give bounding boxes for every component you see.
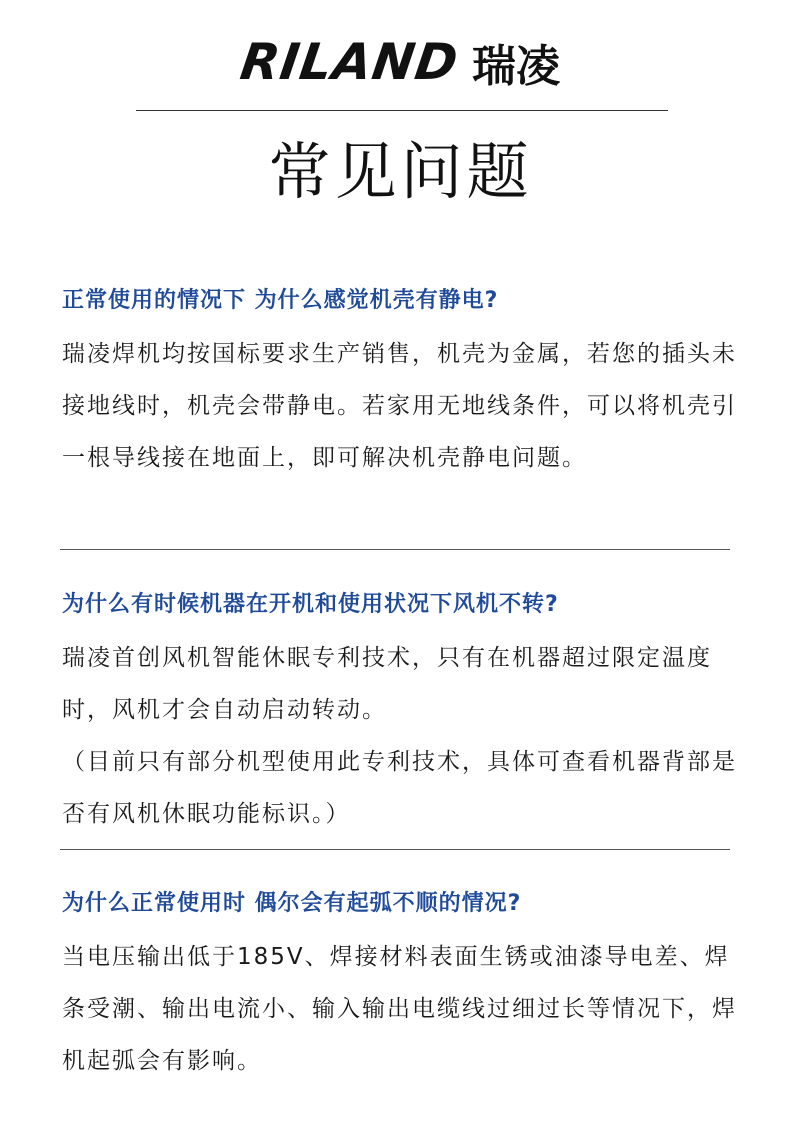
page-title: 常见问题 <box>268 135 533 208</box>
brand-logo <box>0 30 801 94</box>
brand-name-cn: 瑞凌 <box>472 41 560 92</box>
faq-item-fan-not-spinning <box>62 590 752 840</box>
brand-name-en: RILAND <box>236 33 463 91</box>
faq-item-arc-starting <box>62 889 752 1087</box>
section-divider <box>60 549 730 550</box>
faq-item-static-electricity <box>62 286 752 484</box>
faq-answer-paragraph: 当电压输出低于185V、焊接材料表面生锈或油漆导电差、焊条受潮、输出电流小、输入输出电缆线过细过长等情况下，焊机起弧会有影响。 <box>62 944 737 1074</box>
faq-question: 正常使用的情况下 为什么感觉机壳有静电? <box>62 288 499 313</box>
header-divider <box>136 110 668 111</box>
faq-answer <box>62 328 752 484</box>
faq-answer <box>62 931 752 1087</box>
faq-answer-paragraph: 瑞凌焊机均按国标要求生产销售，机壳为金属，若您的插头未接地线时，机壳会带静电。若家用无地线条件，可以将机壳引一根导线接在地面上，即可解决机壳静电问题。 <box>62 341 737 471</box>
faq-answer-note: （目前只有部分机型使用此专利技术，具体可查看机器背部是否有风机休眠功能标识。） <box>62 749 737 827</box>
faq-answer-paragraph: 瑞凌首创风机智能休眠专利技术，只有在机器超过限定温度时，风机才会自动启动转动。 <box>62 645 712 723</box>
section-divider <box>60 849 730 850</box>
faq-question: 为什么有时候机器在开机和使用状况下风机不转? <box>62 592 559 617</box>
faq-question: 为什么正常使用时 偶尔会有起弧不顺的情况? <box>62 891 522 916</box>
faq-answer <box>62 632 752 840</box>
